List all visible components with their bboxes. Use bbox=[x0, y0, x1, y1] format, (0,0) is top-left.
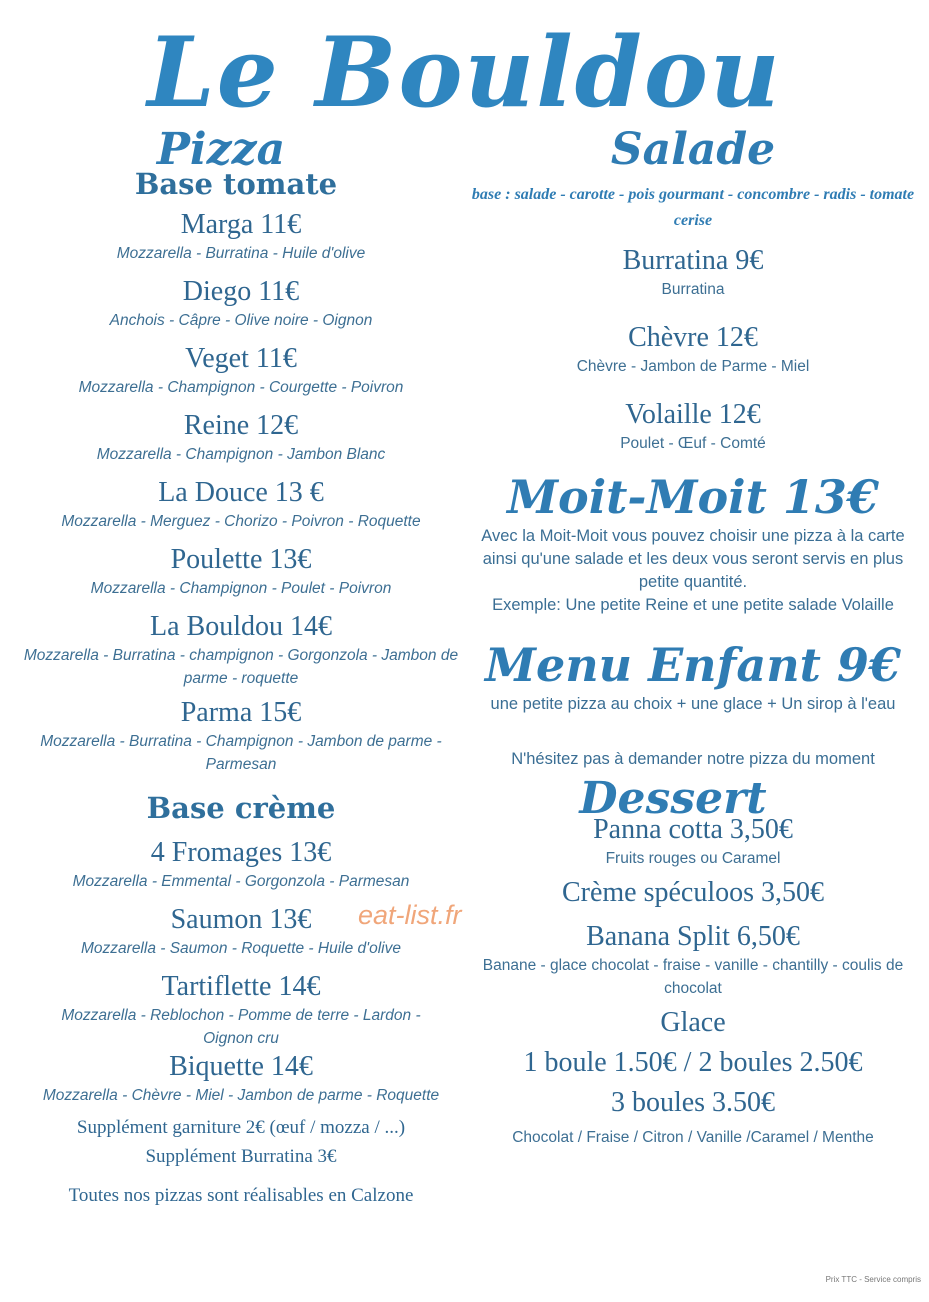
item-desc: Burratina bbox=[661, 281, 725, 298]
item-name: Poulette 13€ bbox=[170, 544, 312, 575]
moit-moit-text: Avec la Moit-Moit vous pouvez choisir une pizza à la carte ainsi qu'une salade et les deux vous seront servis en plus petite quantité. bbox=[481, 527, 905, 591]
item-name: Parma 15€ bbox=[180, 697, 302, 728]
salade-base: base : salade - carotte - pois gourmant - concombre - radis - tomate cerise bbox=[471, 186, 915, 229]
item-desc: Mozzarella - Merguez - Chorizo - Poivron - Roquette bbox=[61, 513, 421, 530]
calzone-note: Toutes nos pizzas sont réalisables en Calzone bbox=[68, 1185, 414, 1206]
watermark-text: eat-list.fr bbox=[358, 900, 462, 930]
dessert-title: Dessert bbox=[579, 773, 767, 824]
item-desc: Poulet - Œuf - Comté bbox=[620, 435, 766, 452]
item-desc: Mozzarella - Emmental - Gorgonzola - Parmesan bbox=[72, 873, 410, 890]
pizza-item-tartiflette bbox=[10, 970, 472, 1050]
pizza-item-parma bbox=[10, 696, 472, 776]
salade-item-burratina bbox=[462, 244, 924, 301]
menu-enfant-title: Menu Enfant 9€ bbox=[485, 638, 901, 692]
pizza-column bbox=[10, 124, 472, 1210]
glace-title: Glace bbox=[660, 1007, 726, 1038]
supplement-burratina: Supplément Burratina 3€ bbox=[145, 1146, 337, 1167]
moit-moit-title: Moit-Moit 13€ bbox=[507, 470, 879, 524]
item-name: Panna cotta 3,50€ bbox=[593, 814, 793, 845]
item-desc: Chèvre - Jambon de Parme - Miel bbox=[576, 358, 810, 375]
item-name: La Bouldou 14€ bbox=[150, 611, 332, 642]
cream-base-title: Base crème bbox=[146, 791, 336, 825]
dessert-item-banana-split bbox=[462, 920, 924, 1000]
item-name: La Douce 13 € bbox=[158, 477, 324, 508]
item-name: Burratina 9€ bbox=[622, 245, 764, 276]
item-desc: Mozzarella - Burratina - champignon - Gorgonzola - Jambon de parme - roquette bbox=[23, 647, 459, 687]
restaurant-logo: Le Bouldou bbox=[147, 16, 782, 129]
pizza-item-biquette bbox=[10, 1050, 472, 1107]
dessert-item-creme-speculoos bbox=[462, 876, 924, 910]
glace-flavors: Chocolat / Fraise / Citron / Vanille /Caramel / Menthe bbox=[512, 1129, 874, 1146]
item-desc: Banane - glace chocolat - fraise - vanille - chantilly - coulis de chocolat bbox=[482, 957, 904, 997]
pizza-title: Pizza bbox=[156, 124, 286, 175]
glace-price-1: 1 boule 1.50€ / 2 boules 2.50€ bbox=[523, 1047, 863, 1078]
menu-enfant-text: une petite pizza au choix + une glace + Un sirop à l'eau bbox=[490, 695, 896, 713]
item-name: Chèvre 12€ bbox=[628, 322, 758, 353]
item-name: Veget 11€ bbox=[185, 343, 297, 374]
salade-title: Salade bbox=[610, 124, 776, 175]
item-desc: Fruits rouges ou Caramel bbox=[605, 850, 781, 867]
pizza-item-4-fromages bbox=[10, 836, 472, 893]
item-name: Marga 11€ bbox=[180, 209, 302, 240]
salade-item-chevre bbox=[462, 321, 924, 378]
item-desc: Mozzarella - Burratina - Champignon - Jambon de parme - Parmesan bbox=[40, 733, 442, 773]
pizza-item-veget bbox=[10, 342, 472, 399]
item-name: Biquette 14€ bbox=[169, 1051, 313, 1082]
item-name: Crème spéculoos 3,50€ bbox=[561, 877, 825, 908]
footer-note: Prix TTC - Service compris bbox=[825, 1275, 921, 1284]
item-name: Volaille 12€ bbox=[625, 399, 761, 430]
tomato-base-title: Base tomate bbox=[134, 167, 338, 201]
item-desc: Mozzarella - Champignon - Poulet - Poivron bbox=[90, 580, 392, 597]
moit-moit-example: Exemple: Une petite Reine et une petite salade Volaille bbox=[492, 596, 894, 614]
item-name: Saumon 13€ bbox=[170, 904, 312, 935]
pizza-moment-note: N'hésitez pas à demander notre pizza du moment bbox=[511, 750, 875, 768]
pizza-item-diego bbox=[10, 275, 472, 332]
pizza-item-poulette bbox=[10, 543, 472, 600]
item-name: Banana Split 6,50€ bbox=[586, 921, 800, 952]
item-name: Tartiflette 14€ bbox=[161, 971, 321, 1002]
item-name: Reine 12€ bbox=[183, 410, 299, 441]
dessert-item-panna-cotta bbox=[462, 813, 924, 870]
pizza-item-reine bbox=[10, 409, 472, 466]
item-desc: Mozzarella - Champignon - Courgette - Poivron bbox=[78, 379, 404, 396]
item-desc: Mozzarella - Chèvre - Miel - Jambon de parme - Roquette bbox=[42, 1087, 440, 1104]
supplement-garniture: Supplément garniture 2€ (œuf / mozza / ...) bbox=[76, 1117, 406, 1138]
pizza-item-la-douce bbox=[10, 476, 472, 533]
pizza-item-la-bouldou bbox=[10, 610, 472, 690]
salade-item-volaille bbox=[462, 398, 924, 455]
pizza-item-marga bbox=[10, 208, 472, 265]
item-desc: Anchois - Câpre - Olive noire - Oignon bbox=[109, 312, 373, 329]
item-name: 4 Fromages 13€ bbox=[150, 837, 332, 868]
item-desc: Mozzarella - Saumon - Roquette - Huile d'olive bbox=[81, 940, 401, 957]
glace-price-2: 3 boules 3.50€ bbox=[610, 1087, 776, 1118]
item-desc: Mozzarella - Reblochon - Pomme de terre - Lardon - Oignon cru bbox=[61, 1007, 421, 1047]
item-desc: Mozzarella - Burratina - Huile d'olive bbox=[116, 245, 366, 262]
item-desc: Mozzarella - Champignon - Jambon Blanc bbox=[96, 446, 386, 463]
item-name: Diego 11€ bbox=[182, 276, 300, 307]
right-column bbox=[462, 124, 924, 1149]
